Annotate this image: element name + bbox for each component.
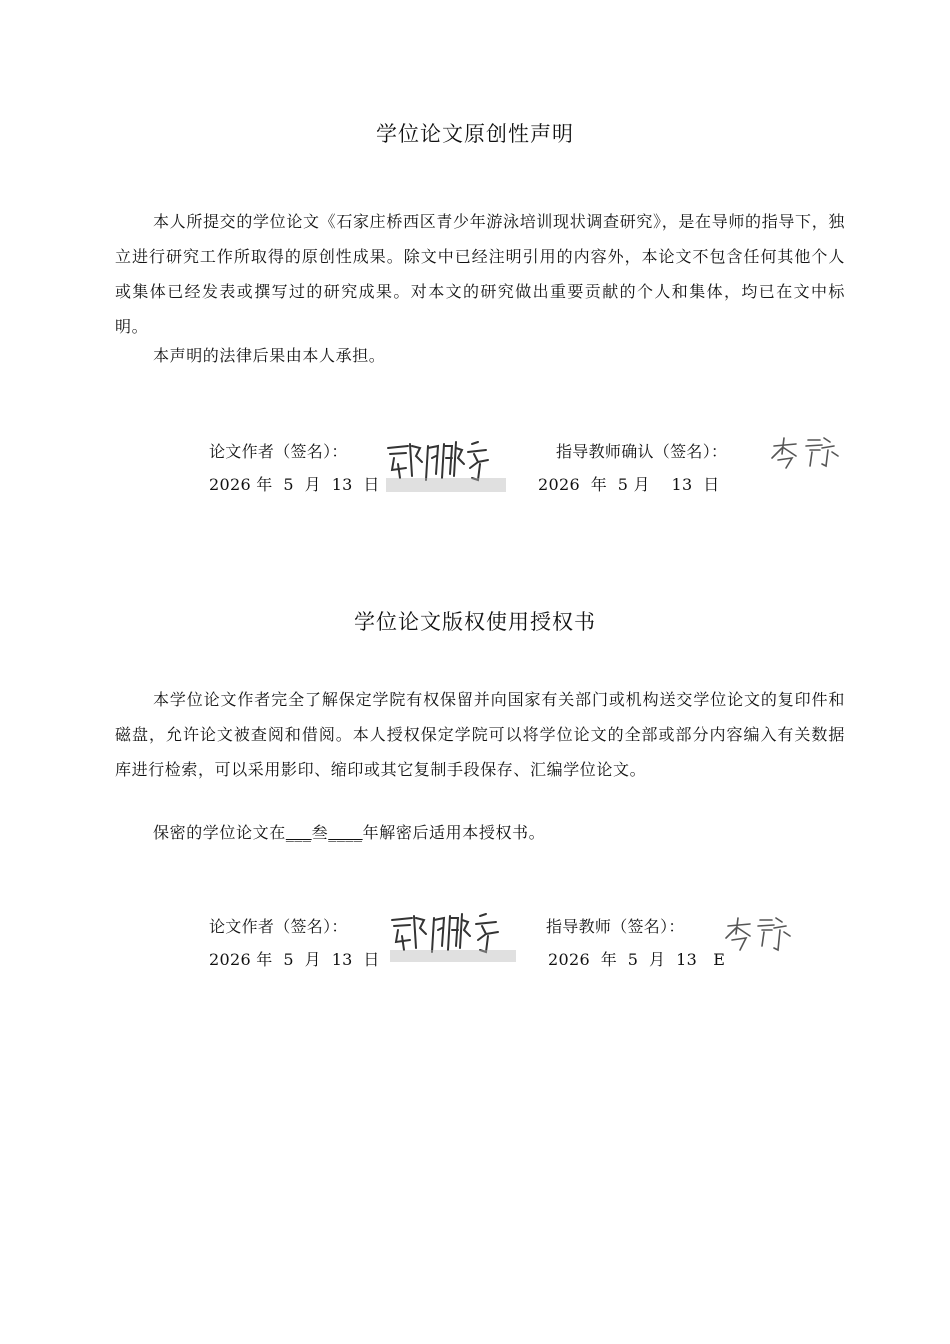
authorization-title: 学位论文版权使用授权书 [354, 610, 596, 634]
declaration-advisor-label: 指导教师确认（签名）： [556, 442, 728, 461]
confidential-prefix: 保密的学位论文在 [153, 823, 286, 842]
confidential-suffix: 年解密后适用本授权书。 [362, 823, 546, 842]
declaration-title: 学位论文原创性声明 [376, 122, 574, 146]
authorization-paragraph-1: 本学位论文作者完全了解保定学院有权保留并向国家有关部门或机构送交学位论文的复印件和磁盘，允许论文被查阅和借阅。本人授权保定学院可以将学位论文的全部或部分内容编入有关数据库进行检索，可以采用影印、缩印或其它复制手段保存、汇编学位论文。 [115, 690, 845, 779]
declaration-author-date: 2026 年 5 月 13 日 [209, 475, 380, 494]
authorization-author-date: 2026 年 5 月 13 日 [209, 950, 380, 969]
declaration-author-signature [382, 434, 512, 494]
confidential-years: 叁 [311, 823, 329, 842]
confidential-blank-2: ____ [328, 823, 363, 842]
declaration-paragraph-1: 本人所提交的学位论文《石家庄桥西区青少年游泳培训现状调查研究》，是在导师的指导下，独立进行研究工作所取得的原创性成果。除文中已经注明引用的内容外，本论文不包含任何其他个人或集体已经发表或撰写过的研究成果。对本文的研究做出重要贡献的个人和集体，均已在文中标明。 [115, 212, 845, 336]
authorization-advisor-label: 指导教师（签名）： [546, 917, 685, 936]
declaration-advisor-date: 2026 年 5 月 13 日 [538, 475, 720, 494]
declaration-author-label: 论文作者（签名）： [209, 442, 348, 461]
authorization-author-label: 论文作者（签名）： [209, 917, 348, 936]
declaration-paragraph-2: 本声明的法律后果由本人承担。 [153, 346, 386, 365]
authorization-advisor-signature [722, 910, 792, 960]
declaration-advisor-signature [768, 432, 848, 474]
confidential-blank-1: ___ [285, 823, 312, 842]
authorization-paragraph-2 [115, 815, 845, 850]
authorization-advisor-date: 2026 年 5 月 13 E [548, 950, 726, 969]
authorization-author-signature [386, 906, 522, 964]
